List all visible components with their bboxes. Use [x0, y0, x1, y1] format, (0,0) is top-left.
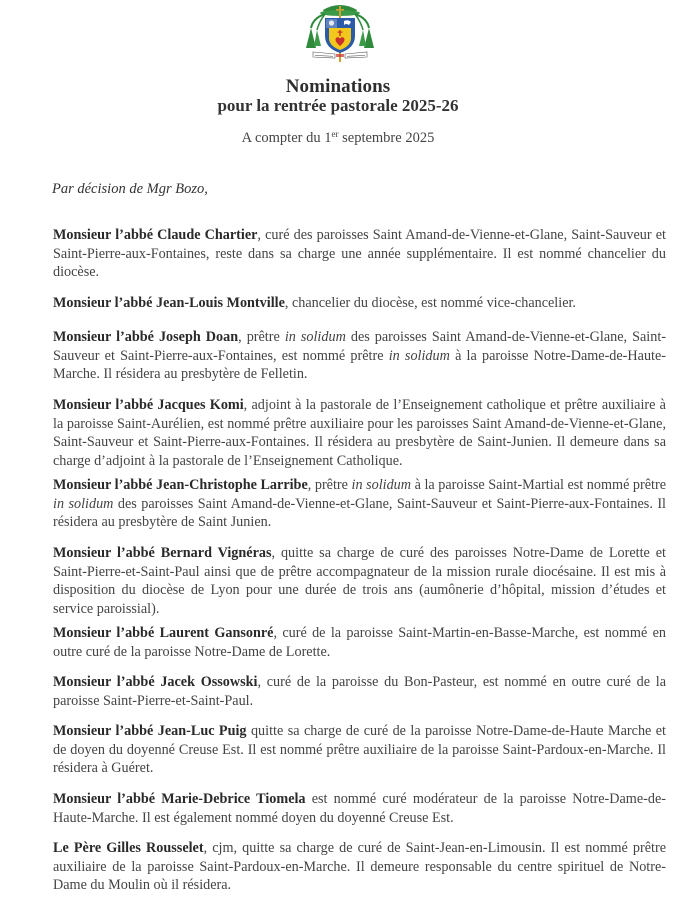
nomination-text: est nommé curé modérateur de la paroisse Notre-Dame-de-Haute-Marche. Il est également nommé doyen du doyenné Creuse Est. [53, 791, 666, 826]
nomination-text: , quitte sa charge de curé des paroisses Notre-Dame de Lorette et Saint-Pierre-et-Saint-Paul ainsi que de prêtre accompagnateur de la mission rurale diocésaine. Il est mis à disposition du diocèse de Lyon pour une durée de trois ans (aumônerie d’hôpital, mission d’études et service paroissial). [53, 545, 666, 617]
nomination-text: , prêtre [307, 477, 352, 493]
decision-statement: Par décision de Mgr Bozo, [52, 181, 208, 197]
nominee-name: Monsieur l’abbé Marie-Debrice Tiomela [53, 791, 306, 807]
nominee-name: Monsieur l’abbé Jean-Christophe Larribe [53, 477, 308, 493]
nominee-name: Monsieur l’abbé Claude Chartier [53, 227, 258, 243]
nomination-text: quitte sa charge de curé de la paroisse Notre-Dame-de-Haute Marche et de doyen du doyenné Creuse Est. Il est nommé prêtre auxiliaire de la paroisse Saint-Pardoux-en-Marche. Il résidera à Guéret. [53, 723, 667, 776]
nomination-text: , prêtre [238, 329, 285, 345]
document-title: Nominations [285, 76, 391, 97]
latin-term: in solidum [284, 329, 346, 345]
nomination-text: , curé des paroisses Saint Amand-de-Vienne-et-Glane, Saint-Sauveur et Saint-Pierre-aux-Fontaines, reste dans sa charge une année supplémentaire. Il est nommé chancelier du diocèse. [53, 227, 666, 280]
latin-term: in solidum [53, 495, 114, 512]
nomination-text: , adjoint à la pastorale de l’Enseignement catholique et prêtre auxiliaire à la paroisse Saint-Aurélien, est nommé prêtre auxiliaire pour les paroisses Saint Amand-de-Vienne-et-Glane, Saint-Sauveur et Saint-Pierre-aux-Fontaines. Il résidera au presbytère de Saint-Junien. Il demeure dans sa charge d’adjoint à la pastorale de l’Enseignement Catholique. [53, 397, 666, 469]
document-subtitle: pour la rentrée pastorale 2025-26 [217, 96, 459, 115]
nomination-text: des paroisses Saint Amand-de-Vienne-et-Glane, Saint-Sauveur et Saint-Pierre-aux-Fontaines. Il résidera au presbytère de Saint Junien. [53, 495, 666, 530]
nominee-name: Monsieur l’abbé Jean-Luc Puig [53, 723, 247, 739]
effective-date-superscript: er [331, 129, 339, 139]
nomination-text: , cjm, quitte sa charge de curé de Saint-Jean-en-Limousin. Il est nommé prêtre auxiliaire de la paroisse Saint-Pardoux-en-Marche. Il demeure responsable du centre spirituel de Notre-Dame du Moulin où il résidera. [53, 840, 667, 893]
nomination-paragraph [53, 328, 666, 384]
effective-date-prefix: A compter du 1 [241, 130, 332, 146]
nominee-name: Monsieur l’abbé Joseph Doan [53, 329, 239, 345]
nomination-text: , chancelier du diocèse, est nommé vice-chancelier. [284, 295, 576, 311]
nomination-paragraph [53, 294, 666, 313]
nomination-paragraph [53, 839, 666, 895]
nomination-paragraph [53, 226, 666, 282]
latin-term: in solidum [351, 477, 412, 493]
nomination-paragraph [53, 624, 666, 661]
nomination-text: à la paroisse Notre-Dame-de-Haute-Marche. Il résidera au presbytère de Felletin. [53, 347, 667, 382]
nominee-name: Monsieur l’abbé Jacques Komi [53, 397, 244, 413]
nominee-name: Monsieur l’abbé Laurent Gansonré [53, 625, 274, 641]
effective-date-suffix: septembre 2025 [338, 130, 435, 146]
nomination-paragraph [53, 722, 666, 778]
nomination-text: à la paroisse Saint-Martial est nommé prêtre [411, 477, 666, 493]
nomination-text: , curé de la paroisse du Bon-Pasteur, est nommé en outre curé de la paroisse Saint-Pierre-et-Saint-Paul. [53, 674, 666, 709]
nomination-paragraph [53, 476, 666, 532]
nomination-paragraph [53, 544, 666, 618]
latin-term: in solidum [388, 347, 450, 364]
coat-of-arms-icon [303, 0, 377, 62]
effective-date [0, 129, 676, 147]
nomination-text: des paroisses Saint Amand-de-Vienne-et-Glane, Saint-Sauveur et Saint-Pierre-aux-Fontaines, est nommé prêtre [53, 329, 666, 364]
nomination-paragraph [53, 790, 666, 827]
nomination-paragraph [53, 396, 666, 470]
nominee-name: Monsieur l’abbé Bernard Vignéras [53, 545, 272, 561]
nominee-name: Le Père Gilles Rousselet [53, 840, 204, 856]
nomination-text: , curé de la paroisse Saint-Martin-en-Basse-Marche, est nommé en outre curé de la paroisse Notre-Dame de Lorette. [53, 625, 666, 660]
nomination-paragraph [53, 673, 666, 710]
nominee-name: Monsieur l’abbé Jean-Louis Montville [53, 295, 285, 311]
nominee-name: Monsieur l’abbé Jacek Ossowski [53, 674, 258, 690]
